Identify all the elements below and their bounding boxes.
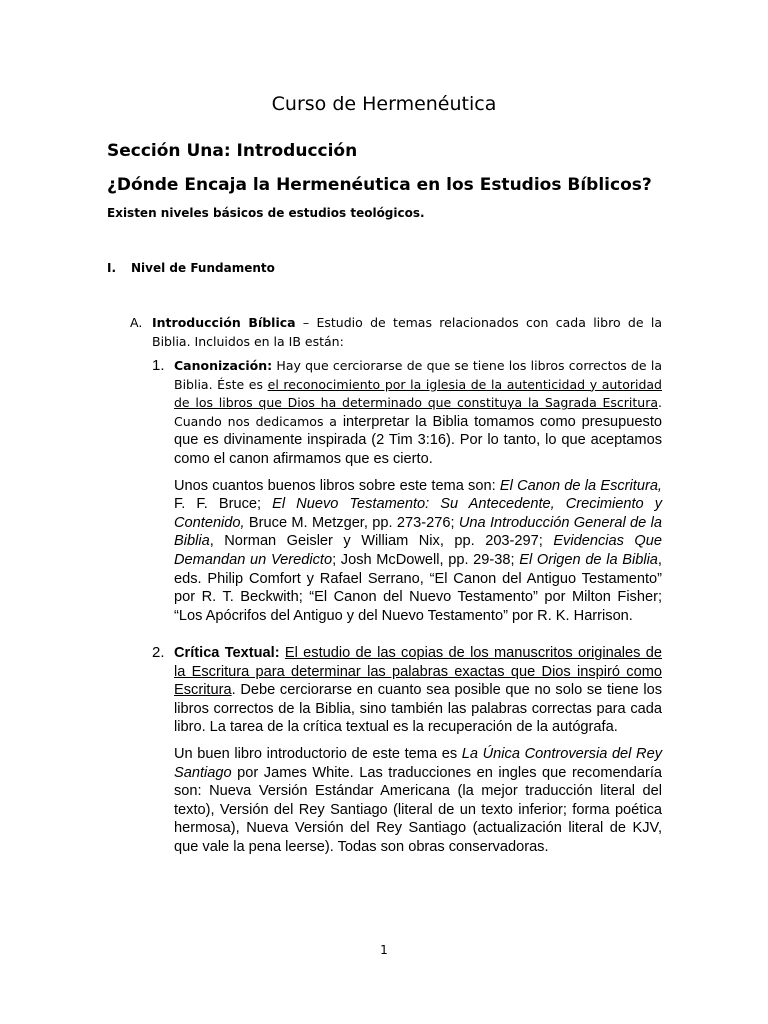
item-number: 1. — [152, 357, 165, 374]
item-paragraph — [174, 357, 662, 469]
book-title: El Canon de la Escritura, — [499, 477, 662, 494]
subsection-term: Introducción Bíblica — [152, 315, 296, 330]
item-underlined-text: el reconocimiento por la iglesia de la autenticidad y autoridad de los libros que Dios ha determinado que constituya la Sagrada Escritura — [174, 376, 662, 411]
section-heading: Sección Una: Introducción — [107, 141, 358, 161]
paragraph-text: , eds. Philip Comfort y Rafael Serrano, “El Canon del Antiguo Testamento” por R. T. Beckwith; “El Canon del Nuevo Testamento” por Milton Fisher; “Los Apócrifos del Antiguo y del Nuevo Testamento” por R. K. Harrison. — [174, 551, 662, 624]
paragraph-text: F. F. Bruce; — [174, 496, 273, 513]
subsection-text: – Estudio de temas relacionados con cada libro de la Biblia. Incluidos en la IB están: — [152, 315, 662, 349]
book-title: Una Introducción General de la Biblia — [174, 514, 662, 550]
item-paragraph — [174, 644, 662, 737]
paragraph-text: Unos cuantos buenos libros sobre este tema son: — [174, 477, 500, 494]
level-number: I. — [107, 261, 117, 275]
page-number: 1 — [380, 943, 388, 957]
item-underlined-text: El estudio de las copias de los manuscritos originales de la Escritura para determinar las palabras exactas que Dios inspiró como Escritura — [174, 645, 662, 699]
item-number: 2. — [152, 644, 165, 661]
list-item-critica-textual — [152, 644, 662, 857]
level-label: Nivel de Fundamento — [131, 261, 275, 275]
book-title: El Origen de la Biblia — [519, 551, 658, 568]
item-term: Crítica Textual: — [174, 645, 280, 661]
book-title: Evidencias Que Demandan un Veredicto — [174, 533, 662, 568]
item-paragraph — [174, 745, 662, 857]
paragraph-text: por James White. Las traducciones en ingles que recomendaría son: Nueva Versión Estándar Americana (la mejor traducción literal del texto), Versión del Rey Santiago (literal de un texto inferior; forma poética hermosa), Nueva Versión del Rey Santiago (actualización literal de KJV, que vale la pena leerse). Todas son obras conservadoras. — [174, 764, 662, 855]
book-title: La Única Controversia del Rey Santiago — [174, 745, 663, 781]
paragraph-text: , Norman Geisler y William Nix, pp. 203-297; — [209, 533, 554, 550]
paragraph-text: Bruce M. Metzger, pp. 273-276; — [244, 514, 459, 531]
paragraph-text: Un buen libro introductorio de este tema es — [174, 745, 462, 762]
item-text: interpretar la Biblia tomamos como presupuesto que es divinamente inspirada (2 Tim 3:16). Por lo tanto, lo que aceptamos como el canon afirmamos que es cierto. — [174, 413, 662, 467]
list-item-canonizacion — [152, 357, 662, 625]
document-title: Curso de Hermenéutica — [271, 93, 497, 115]
item-text: . Cuando nos dedicamos a — [174, 395, 662, 429]
item-paragraph — [174, 477, 662, 626]
intro-line: Existen niveles básicos de estudios teológicos. — [107, 206, 425, 220]
item-text: . Debe cerciorarse en cuanto sea posible que no solo se tiene los libros correctos de la Biblia, sino también las palabras correctas para cada libro. La tarea de la crítica textual es la recuperación de la autógrafa. — [174, 682, 662, 736]
question-heading: ¿Dónde Encaja la Hermenéutica en los Estudios Bíblicos? — [107, 175, 652, 195]
subsection-a — [130, 313, 662, 351]
subsection-letter: A. — [130, 315, 143, 330]
item-term: Canonización: — [174, 358, 273, 373]
paragraph-text: ; Josh McDowell, pp. 29-38; — [332, 551, 520, 568]
level-heading — [107, 261, 275, 275]
book-title: El Nuevo Testamento: Su Antecedente, Crecimiento y Contenido, — [174, 496, 663, 531]
item-text: Hay que cerciorarse de que se tiene los libros correctos de la Biblia. Éste es — [174, 358, 662, 392]
